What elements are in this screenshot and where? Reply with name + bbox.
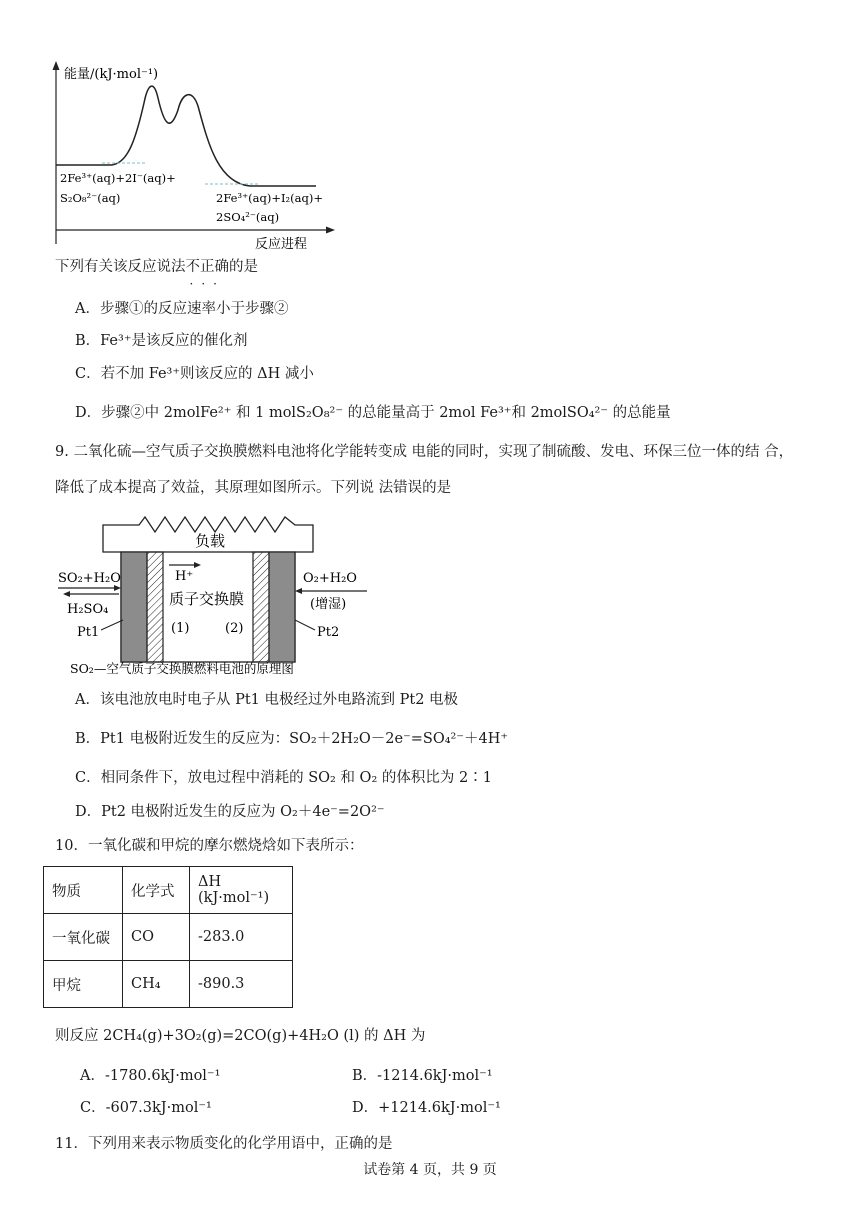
table-header: ΔH (kJ·mol⁻¹) [190, 867, 293, 914]
reactant-label-2: S₂O₈²⁻(aq) [60, 191, 121, 205]
table-cell: -890.3 [190, 961, 293, 1008]
table-cell: 甲烷 [44, 961, 123, 1008]
q10-option-a: A．-1780.6kJ·mol⁻¹ [80, 1068, 221, 1084]
right-input-label: O₂+H₂O [303, 571, 357, 586]
product-label-2: 2SO₄²⁻(aq) [216, 210, 280, 224]
q10-option-c: C．-607.3kJ·mol⁻¹ [80, 1100, 212, 1116]
pt1-electrode [121, 552, 147, 662]
left-output-arrowhead [63, 591, 70, 597]
table-cell: CO [123, 914, 190, 961]
table-header: 化学式 [123, 867, 190, 914]
q8-stem-emphasis: 不正确 ··· [186, 259, 230, 275]
load-label: 负载 [195, 532, 226, 550]
right-input-arrowhead [295, 588, 302, 594]
q8-option-c: C．若不加 Fe³⁺则该反应的 ΔH 减小 [75, 366, 314, 382]
emphasis-dots: ··· [189, 277, 225, 291]
table-cell: 一氧化碳 [44, 914, 123, 961]
q8-stem-post: 的是 [229, 259, 258, 275]
right-note-label: (增湿) [310, 597, 347, 612]
table-cell: CH₄ [123, 961, 190, 1008]
h-plus-label: H⁺ [175, 569, 194, 584]
table-header-row [44, 867, 293, 914]
table-row [44, 961, 293, 1008]
q8-option-a: A．步骤①的反应速率小于步骤② [75, 301, 289, 317]
q10-option-b: B．-1214.6kJ·mol⁻¹ [352, 1068, 493, 1084]
left-input-label: SO₂+H₂O [58, 571, 121, 586]
q8-stem-pre: 下列有关该反应说法 [55, 259, 186, 275]
q9-option-c: C．相同条件下，放电过程中消耗的 SO₂ 和 O₂ 的体积比为 2∶1 [75, 770, 492, 786]
y-axis-label: 能量/(kJ·mol⁻¹) [64, 67, 159, 82]
q10-stem: 10．一氧化碳和甲烷的摩尔燃烧焓如下表所示： [55, 838, 364, 854]
q11-stem: 11．下列用来表示物质变化的化学用语中，正确的是 [55, 1136, 393, 1152]
region-2-label: (2) [225, 621, 244, 636]
q9-option-b: B．Pt1 电极附近发生的反应为：SO₂＋2H₂O－2e⁻=SO₄²⁻＋4H⁺ [75, 731, 509, 747]
combustion-enthalpy-table [43, 866, 293, 1008]
q9-option-d: D．Pt2 电极附近发生的反应为 O₂＋4e⁻=2O²⁻ [75, 804, 385, 820]
pt2-label: Pt2 [317, 625, 340, 640]
q9-option-a: A．该电池放电时电子从 Pt1 电极经过外电路流到 Pt2 电极 [75, 692, 459, 708]
energy-diagram [40, 58, 340, 254]
right-hatched-layer [253, 552, 269, 662]
q8-stem [55, 257, 258, 291]
reactant-label-1: 2Fe³⁺(aq)+2I⁻(aq)+ [60, 171, 176, 185]
q9-stem-line1: 9. 二氧化硫—空气质子交换膜燃料电池将化学能转变成 电能的同时，实现了制硫酸、发电、环保三位一体的结 合， [55, 444, 794, 460]
page-footer: 试卷第 4 页，共 9 页 [363, 1162, 497, 1178]
q10-reaction: 则反应 2CH₄(g)+3O₂(g)=2CO(g)+4H₂O (l) 的 ΔH 为 [55, 1028, 426, 1044]
x-axis-arrow [326, 227, 335, 234]
region-1-label: (1) [171, 621, 190, 636]
pt2-pointer [295, 620, 315, 630]
pt2-electrode [269, 552, 295, 662]
q10-option-d: D．+1214.6kJ·mol⁻¹ [352, 1100, 501, 1116]
y-axis-arrow [53, 61, 60, 70]
fuel-cell-diagram [55, 512, 375, 680]
left-hatched-layer [147, 552, 163, 662]
x-axis-label: 反应进程 [255, 237, 308, 252]
q8-option-d: D．步骤②中 2molFe²⁺ 和 1 molS₂O₈²⁻ 的总能量高于 2mol Fe³⁺和 2molSO₄²⁻ 的总能量 [75, 405, 671, 421]
pt1-pointer [101, 620, 123, 630]
table-row [44, 914, 293, 961]
pt1-label: Pt1 [77, 625, 100, 640]
diagram-caption: SO₂—空气质子交换膜燃料电池的原理图 [70, 661, 294, 676]
table-cell: -283.0 [190, 914, 293, 961]
q8-option-b: B．Fe³⁺是该反应的催化剂 [75, 333, 248, 349]
membrane-label: 质子交换膜 [169, 590, 245, 608]
table-header: 物质 [44, 867, 123, 914]
h-plus-arrowhead [194, 562, 201, 568]
q9-stem-line2: 降低了成本提高了效益，其原理如图所示。下列说 法错误的是 [55, 480, 452, 496]
left-output-label: H₂SO₄ [67, 602, 109, 617]
product-label-1: 2Fe³⁺(aq)+I₂(aq)+ [216, 191, 323, 205]
